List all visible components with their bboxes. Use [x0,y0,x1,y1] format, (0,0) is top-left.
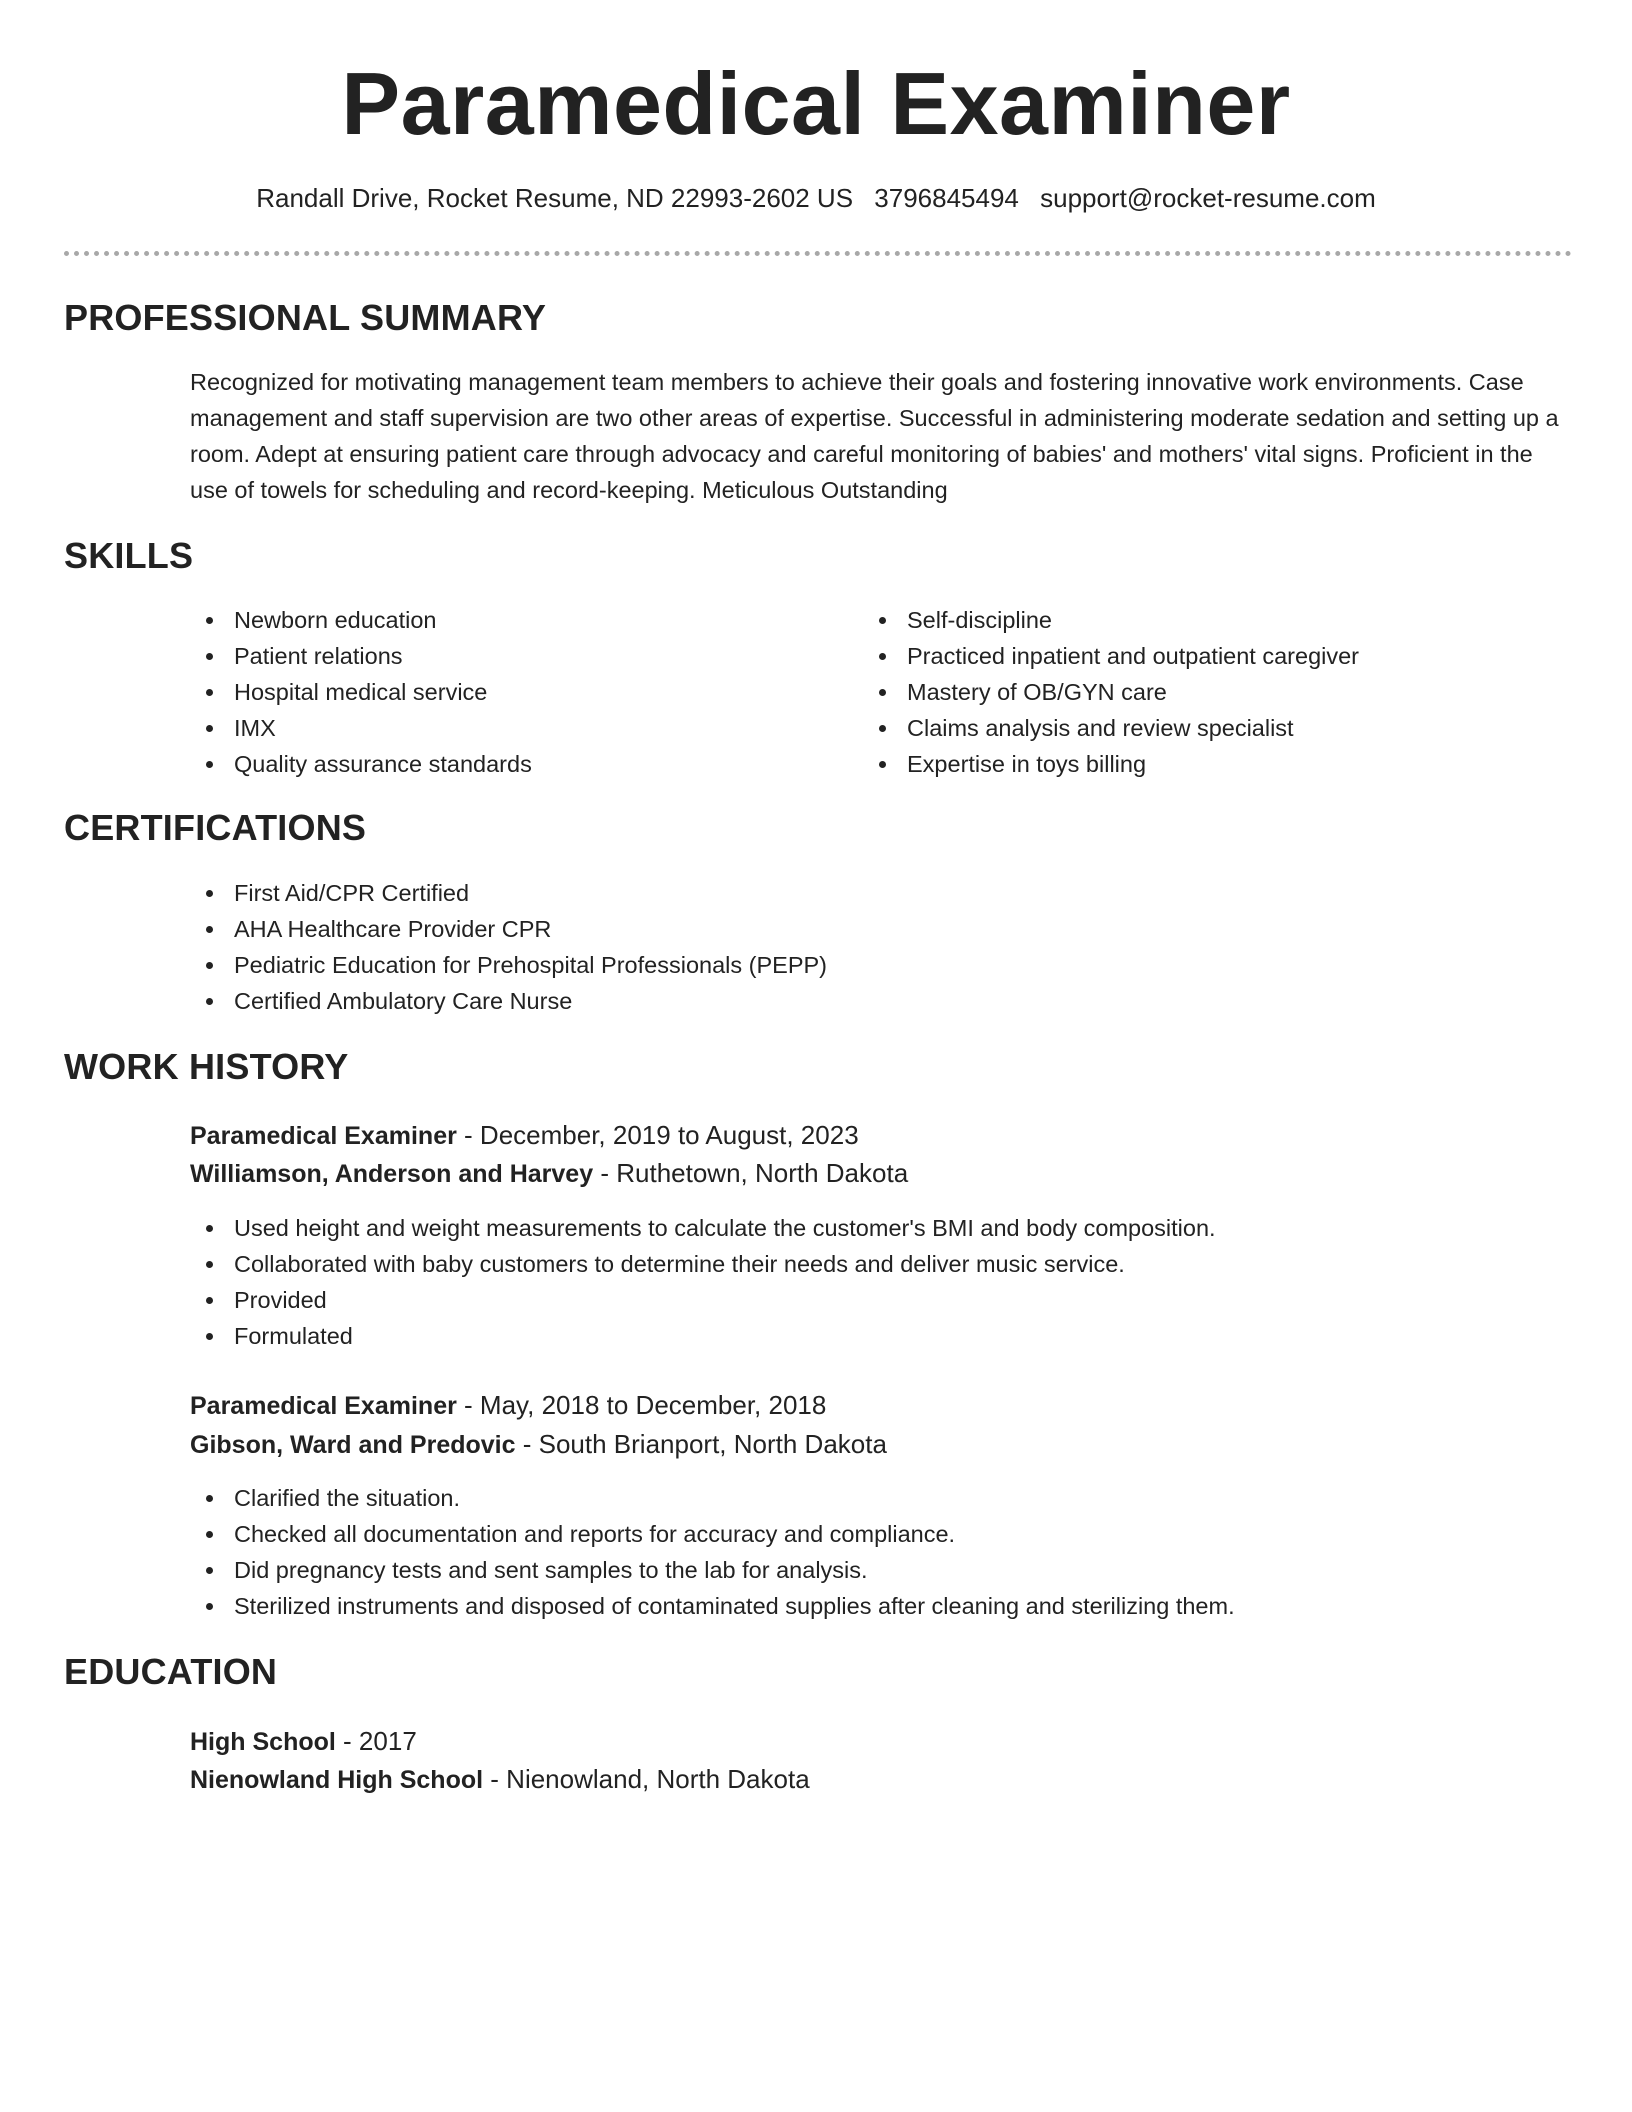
skill-item: Hospital medical service [190,674,810,710]
certification-item: First Aid/CPR Certified [190,875,1490,911]
header-divider [64,251,1572,256]
skill-item: Patient relations [190,638,810,674]
candidate-name: Paramedical Examiner [341,54,1291,153]
skill-item: Self-discipline [863,602,1563,638]
education-school-line [190,1760,810,1799]
certifications-list [190,875,1490,1019]
job-dates: - December, 2019 to August, 2023 [456,1120,859,1150]
job-employer-line [190,1154,908,1193]
job-employer: Williamson, Anderson and Harvey [190,1160,594,1188]
job-location: - Ruthetown, North Dakota [593,1158,909,1188]
job-bullet: Collaborated with baby customers to determine their needs and deliver music service. [190,1246,1570,1282]
job-bullet: Provided [190,1282,1570,1318]
job-bullet: Did pregnancy tests and sent samples to the lab for analysis. [190,1552,1570,1588]
education-degree: High School [190,1728,336,1756]
education-heading: EDUCATION [64,1651,278,1692]
skill-item: Mastery of OB/GYN care [863,674,1563,710]
skill-item: Practiced inpatient and outpatient caregiver [863,638,1563,674]
job-employer-line [190,1425,887,1464]
contact-phone: 3796845494 [874,183,1019,213]
skill-item: IMX [190,710,810,746]
education-degree-line [190,1722,417,1761]
job-role: Paramedical Examiner [190,1392,457,1420]
contact-line [0,180,1632,216]
job-role: Paramedical Examiner [190,1122,457,1150]
job-bullet: Checked all documentation and reports for accuracy and compliance. [190,1516,1570,1552]
job-bullet: Clarified the situation. [190,1480,1570,1516]
job-employer: Gibson, Ward and Predovic [190,1431,516,1459]
contact-email: support@rocket-resume.com [1040,183,1376,213]
job-title-line [190,1386,826,1425]
work-history-heading: WORK HISTORY [64,1046,349,1087]
contact-address: Randall Drive, Rocket Resume, ND 22993-2602 US [256,183,854,213]
skill-item: Expertise in toys billing [863,746,1563,782]
education-school: Nienowland High School [190,1766,484,1794]
skills-heading: SKILLS [64,535,194,576]
education-year: - 2017 [335,1726,417,1756]
job-location: - South Brianport, North Dakota [515,1429,887,1459]
skill-item: Newborn education [190,602,810,638]
certification-item: Pediatric Education for Prehospital Professionals (PEPP) [190,947,1490,983]
job-bullet: Used height and weight measurements to calculate the customer's BMI and body composition. [190,1210,1570,1246]
job-dates: - May, 2018 to December, 2018 [456,1390,827,1420]
skills-list-right [863,602,1563,782]
job-title-line [190,1116,859,1155]
certification-item: Certified Ambulatory Care Nurse [190,983,1490,1019]
job-bullet: Sterilized instruments and disposed of contaminated supplies after cleaning and sterilizing them. [190,1588,1570,1624]
skills-list-left [190,602,810,782]
summary-heading: PROFESSIONAL SUMMARY [64,297,547,338]
job-bullets [190,1210,1570,1354]
certification-item: AHA Healthcare Provider CPR [190,911,1490,947]
skill-item: Claims analysis and review specialist [863,710,1563,746]
skill-item: Quality assurance standards [190,746,810,782]
summary-text: Recognized for motivating management team members to achieve their goals and fostering innovative work environments. Case management and staff supervision are two other areas of expertise. Successful in administering moderate sedation and setting up a room. Adept at ensuring patient care through advocacy and careful monitoring of babies' and mothers' vital signs. Proficient in the use of towels for scheduling and record-keeping. Meticulous Outstanding [190,369,1559,503]
job-bullets [190,1480,1570,1624]
education-location: - Nienowland, North Dakota [483,1764,810,1794]
job-bullet: Formulated [190,1318,1570,1354]
certifications-heading: CERTIFICATIONS [64,807,367,848]
